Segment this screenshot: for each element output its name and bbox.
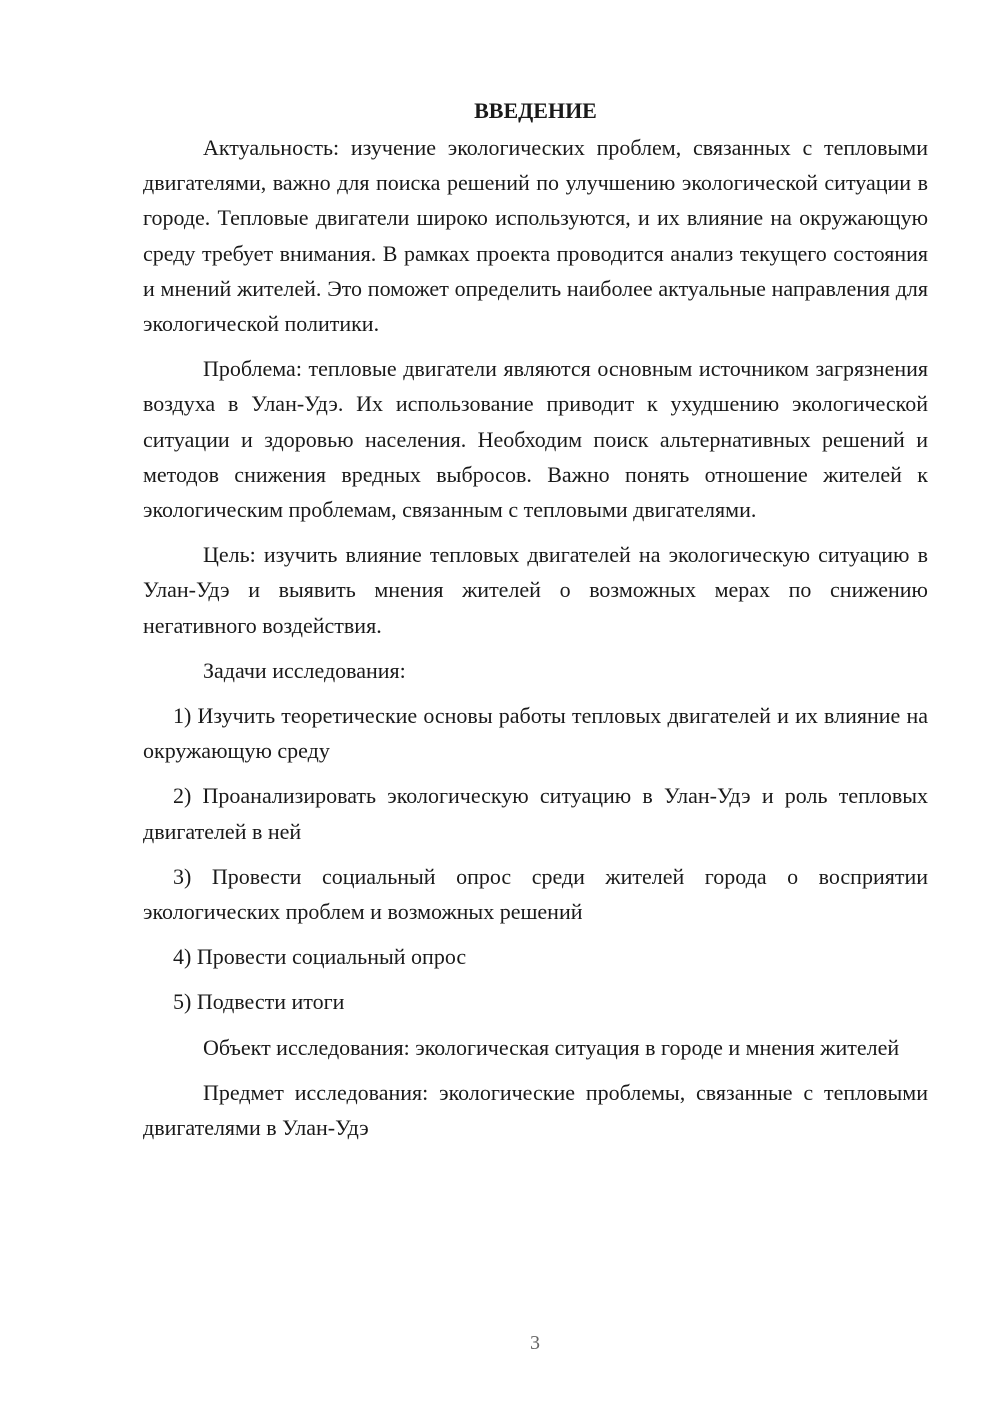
paragraph-relevance: Актуальность: изучение экологических проблем, связанных с тепловыми двигателями, важно для поиска решений по улучшению экологической ситуации в городе. Тепловые двигатели широко используются, и их влияние на окружающую среду требует внимания. В рамках проекта проводится анализ текущего состояния и мнений жителей. Это поможет определить наиболее актуальные направления для экологической политики. [143, 135, 928, 337]
paragraph-subject: Предмет исследования: экологические проблемы, связанные с тепловыми двигателями в Улан-Удэ [143, 1079, 928, 1141]
document-page [143, 93, 928, 1155]
page-number: 3 [530, 1332, 540, 1354]
paragraph-problem: Проблема: тепловые двигатели являются основным источником загрязнения воздуха в Улан-Удэ. Их использование приводит к ухудшению экологической ситуации и здоровью населения. Необходим поиск альтернативных решений и методов снижения вредных выбросов. Важно понять отношение жителей к экологическим проблемам, связанным с тепловыми двигателями. [143, 356, 928, 523]
page-title: ВВЕДЕНИЕ [474, 98, 597, 123]
paragraph-object: Объект исследования: экологическая ситуация в городе и мнения жителей [203, 1034, 900, 1060]
task-item: 1) Изучить теоретические основы работы тепловых двигателей и их влияние на окружающую среду [143, 703, 928, 764]
tasks-heading: Задачи исследования: [203, 657, 406, 683]
task-item: 5) Подвести итоги [173, 989, 345, 1015]
task-item: 2) Проанализировать экологическую ситуацию в Улан-Удэ и роль тепловых двигателей в ней [143, 783, 928, 844]
task-item: 3) Провести социальный опрос среди жителей города о восприятии экологических проблем и возможных решений [143, 863, 928, 925]
paragraph-goal: Цель: изучить влияние тепловых двигателей на экологическую ситуацию в Улан-Удэ и выявить мнения жителей о возможных мерах по снижению негативного воздействия. [143, 542, 928, 638]
task-item: 4) Провести социальный опрос [173, 944, 467, 970]
